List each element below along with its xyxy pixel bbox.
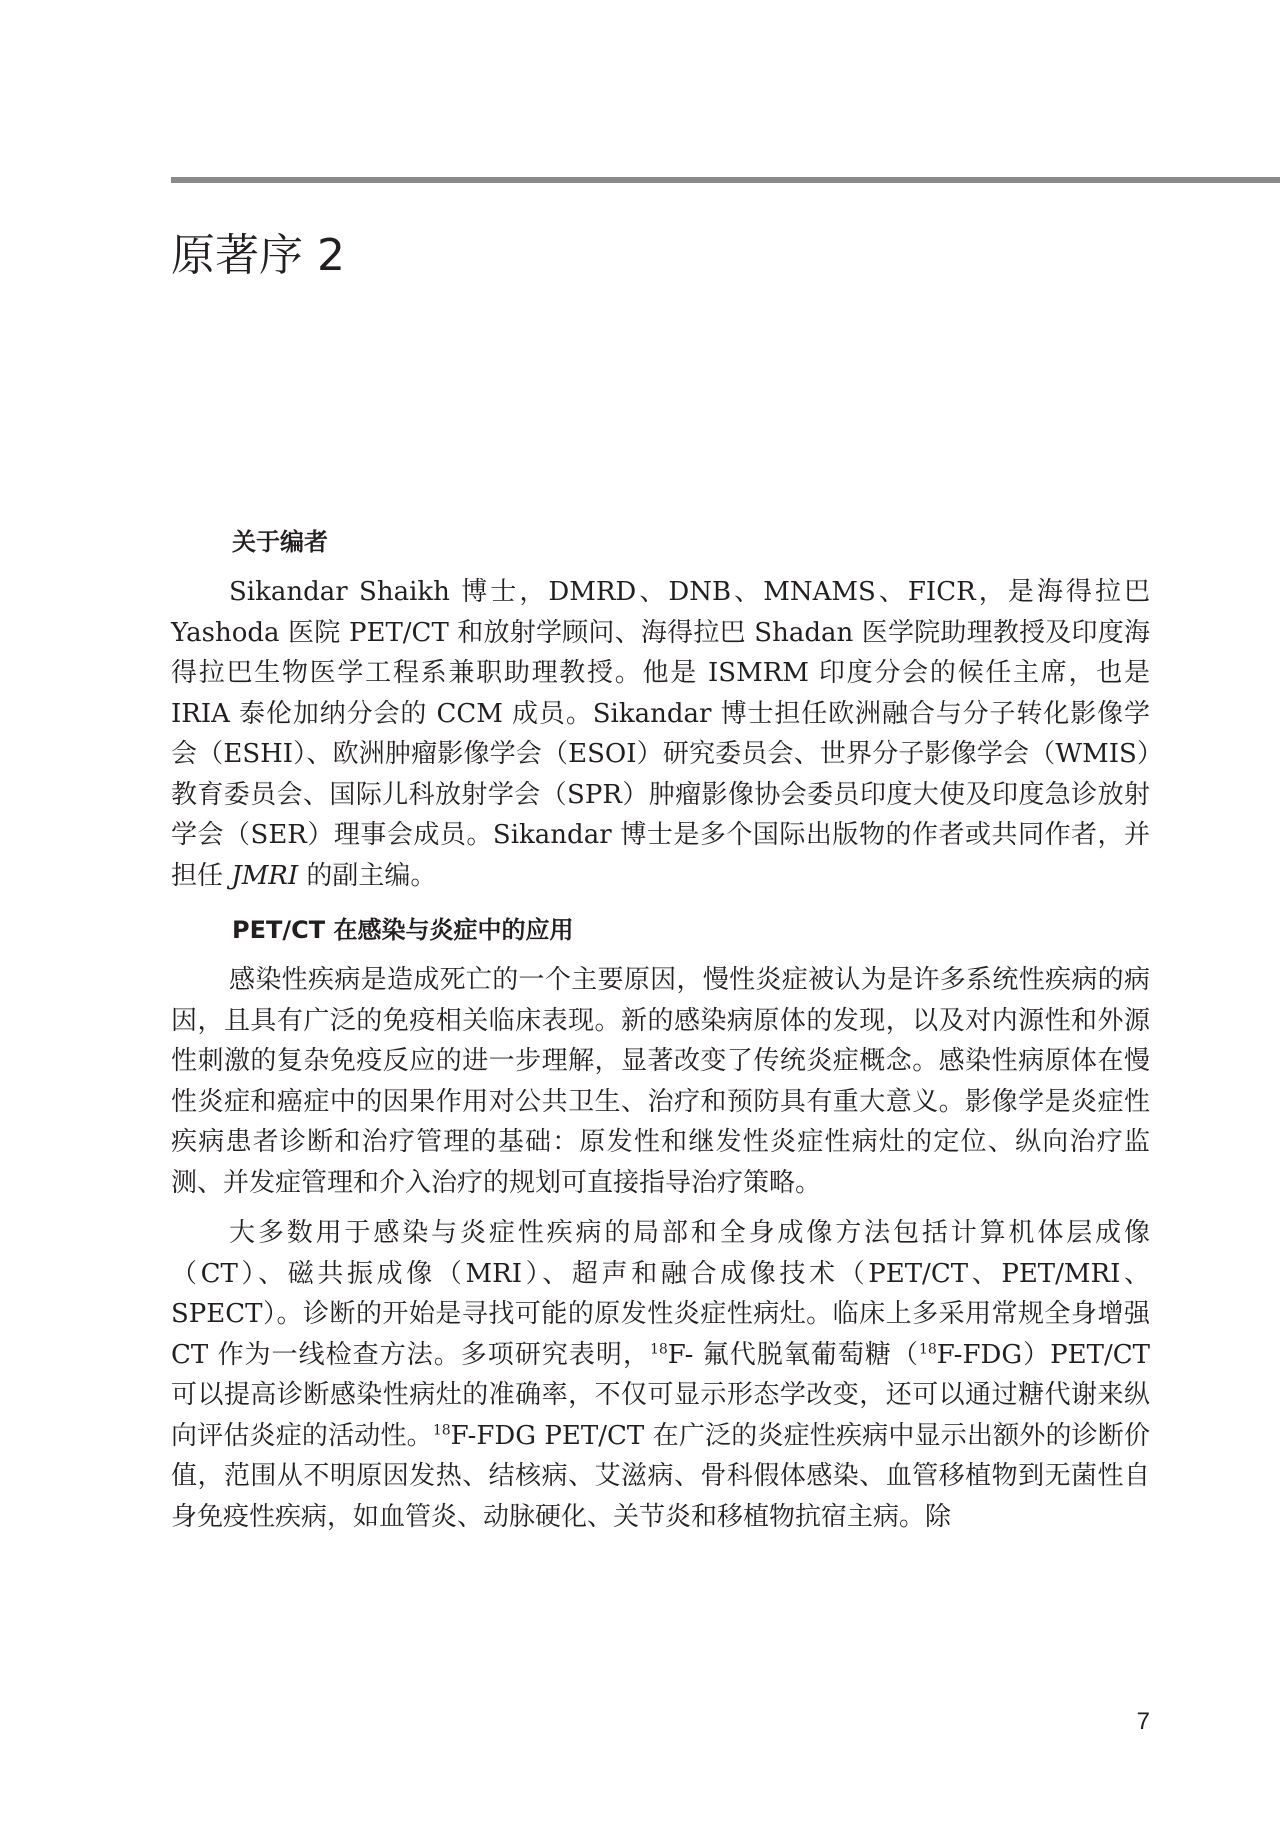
paragraph-imaging-methods — [171, 1213, 1150, 1537]
journal-name: JMRI — [231, 860, 299, 891]
paragraph-infection-intro: 感染性疾病是造成死亡的一个主要原因，慢性炎症被认为是许多系统性疾病的病因，且具有广泛的免疫相关临床表现。新的感染病原体的发现，以及对内源性和外源性刺激的复杂免疫反应的进一步理解，显著改变了传统炎症概念。感染性病原体在慢性炎症和癌症中的因果作用对公共卫生、治疗和预防具有重大意义。影像学是炎症性疾病患者诊断和治疗管理的基础：原发性和继发性炎症性病灶的定位、纵向治疗监测、并发症管理和介入治疗的规划可直接指导治疗策略。 — [171, 965, 1150, 1198]
body-content — [171, 518, 1150, 1547]
section-heading-about-author: 关于编者 — [232, 528, 328, 556]
imaging-text-4: F-FDG PET/CT 在广泛的炎症性疾病中显示出额外的诊断价值，范围从不明原因发热、结核病、艾滋病、骨科假体感染、血管移植物到无菌性自身免疫性疾病，如血管炎、动脉硬化、关节炎和移植物抗宿主病。除 — [171, 1420, 1150, 1532]
imaging-text-1: 大多数用于感染与炎症性疾病的局部和全身成像方法包括计算机体层成像（CT）、磁共振成像（MRI）、超声和融合成像技术（PET/CT、PET/MRI、SPECT）。诊断的开始是寻找可能的原发性炎症性病灶。临床上多采用常规全身增强 CT 作为一线检查方法。多项研究表明， — [171, 1218, 1150, 1370]
superscript-18: 18 — [432, 1421, 451, 1438]
page-number: 7 — [1136, 1708, 1150, 1735]
top-rule — [171, 177, 1280, 183]
superscript-18: 18 — [918, 1340, 937, 1357]
imaging-text-2: F- 氟代脱氧葡萄糖（ — [667, 1339, 919, 1370]
page-title: 原著序 2 — [171, 230, 345, 281]
paragraph-author-bio — [171, 572, 1150, 896]
author-bio-text: Sikandar Shaikh 博士，DMRD、DNB、MNAMS、FICR，是海得拉巴 Yashoda 医院 PET/CT 和放射学顾问、海得拉巴 Shadan 医学院助理教授及印度海得拉巴生物医学工程系兼职助理教授。他是 ISMRM 印度分会的候任主席，也是 IRIA 泰伦加纳分会的 CCM 成员。Sikandar 博士担任欧洲融合与分子转化影像学会（ESHI）、欧洲肿瘤影像学会（ESOI）研究委员会、世界分子影像学会（WMIS）教育委员会、国际儿科放射学会（SPR）肿瘤影像协会委员印度大使及印度急诊放射学会（SER）理事会成员。Sikandar 博士是多个国际出版物的作者或共同作者，并担任 — [171, 577, 1150, 891]
superscript-18: 18 — [649, 1340, 668, 1357]
author-bio-text-end: 的副主编。 — [298, 860, 437, 891]
section-heading-petct-application: PET/CT 在感染与炎症中的应用 — [232, 916, 574, 944]
imaging-text-3: F-FDG）PET/CT 可以提高诊断感染性病灶的准确率，不仅可显示形态学改变，还可以通过糖代谢来纵向评估炎症的活动性。 — [171, 1339, 1150, 1451]
